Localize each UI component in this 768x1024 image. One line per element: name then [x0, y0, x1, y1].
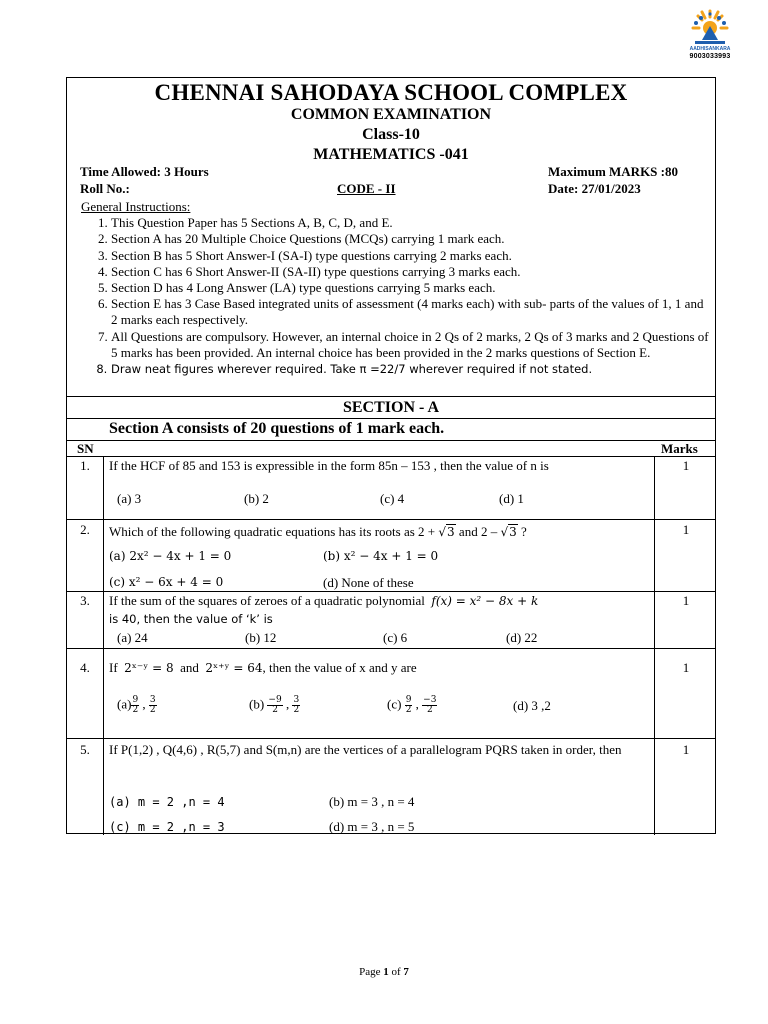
option-b: (b) $\frac{-9}{2}$ , $\frac{3}{2}$	[249, 695, 300, 715]
general-instructions	[81, 199, 713, 377]
option-d: (d) 3 ,2	[513, 698, 551, 713]
option-a: (a) 24	[117, 630, 148, 645]
logo-phone: 9003033993	[689, 53, 731, 60]
sun-logo-icon	[687, 8, 733, 52]
divider	[67, 519, 715, 520]
option-d: (d) None of these	[323, 575, 414, 590]
question-text-part: and 2 –	[455, 524, 501, 539]
exam-date: Date: 27/01/2023	[548, 181, 641, 196]
col-divider	[103, 456, 104, 835]
col-divider	[654, 456, 655, 835]
question-number: 2.	[80, 522, 90, 537]
option-b: (b) x² − 4x + 1 = 0	[323, 549, 439, 563]
option-c: (c) m = 2 ,n = 3	[109, 820, 225, 834]
question-text	[109, 524, 649, 540]
sqrt-symbol: √3	[500, 525, 517, 539]
question-number: 4.	[80, 660, 90, 675]
col-sn-header: SN	[77, 441, 94, 456]
option-a: (a) 2x² − 4x + 1 = 0	[109, 549, 232, 563]
option-a: (a) $\frac{9}{2}$ , $\frac{3}{2}$	[117, 695, 156, 715]
question-text-part: If the sum of the squares of zeroes of a quadratic polynomial	[109, 593, 425, 608]
page-number: 1	[383, 966, 389, 978]
instruction-item: 4. Section C has 6 Short Answer-II (SA-II) type questions carrying 3 marks each.	[111, 264, 713, 280]
option-a: (a) m = 2 ,n = 4	[109, 795, 225, 809]
subject-title: MATHEMATICS -041	[313, 146, 469, 163]
instruction-item: 6. Section E has 3 Case Based integrated units of assessment (4 marks each) with sub- parts of the values of 1, 1 and 2 marks each respectively.	[111, 296, 713, 328]
question-text-continued: is 40, then the value of ‘k’ is	[109, 612, 273, 626]
option-d: (d) 22	[506, 630, 538, 645]
equation-2: 2ˣ⁺ʸ = 64	[205, 661, 263, 675]
max-marks: Maximum MARKS :80	[548, 164, 678, 179]
question-text	[109, 593, 654, 609]
divider	[67, 456, 715, 457]
option-b: (b) 12	[245, 630, 277, 645]
school-logo	[680, 8, 740, 70]
divider	[67, 396, 715, 397]
instruction-item: 5. Section D has 4 Long Answer (LA) type questions carrying 5 marks each.	[111, 280, 713, 296]
equation-1: 2ˣ⁻ʸ = 8	[124, 661, 174, 675]
instruction-item: 8. Draw neat figures wherever required. Take π =22/7 wherever required if not stated.	[111, 361, 713, 377]
instruction-item: 7. All Questions are compulsory. However, an internal choice in 2 Qs of 2 marks, 2 Qs of 3 marks and 2 Questions of 5 marks has been provided. An internal choice has been provided in the 2 marks questions of Section E.	[111, 329, 713, 361]
instruction-item: 2. Section A has 20 Multiple Choice Questions (MCQs) carrying 1 mark each.	[111, 231, 713, 247]
option-c: (c) x² − 6x + 4 = 0	[109, 575, 224, 589]
instructions-list	[81, 215, 713, 377]
option-b: (b) m = 3 , n = 4	[329, 794, 415, 809]
instruction-item: 3. Section B has 5 Short Answer-I (SA-I) type questions carrying 2 marks each.	[111, 248, 713, 264]
time-allowed: Time Allowed: 3 Hours	[80, 164, 209, 179]
class-title: Class-10	[362, 126, 420, 143]
option-c: (c) 6	[383, 630, 408, 645]
page-total: 7	[403, 966, 409, 978]
option-d: (d) 1	[499, 491, 524, 506]
question-marks: 1	[682, 593, 690, 608]
question-marks: 1	[682, 522, 690, 537]
exam-frame	[66, 77, 716, 834]
question-text: If the HCF of 85 and 153 is expressible in the form 85n – 153 , then the value of n is	[109, 458, 549, 473]
question-number: 3.	[80, 593, 90, 608]
divider	[67, 591, 715, 592]
option-b: (b) 2	[244, 491, 269, 506]
section-subtitle: Section A consists of 20 questions of 1 mark each.	[109, 420, 445, 437]
question-marks: 1	[682, 742, 690, 757]
option-c: (c) $\frac{9}{2}$ , $\frac{-3}{2}$	[387, 695, 437, 715]
question-text-part: Which of the following quadratic equations has its roots as 2 +	[109, 524, 439, 539]
paper-code: CODE - II	[337, 181, 396, 196]
question-text-part: ?	[517, 524, 527, 539]
divider	[67, 418, 715, 419]
question-marks: 1	[682, 458, 690, 473]
option-c: (c) 4	[380, 491, 405, 506]
question-text: If P(1,2) , Q(4,6) , R(5,7) and S(m,n) are the vertices of a parallelogram PQRS taken in order, then	[109, 742, 622, 757]
sqrt-symbol: √3	[438, 525, 455, 539]
question-text: If 2ˣ⁻ʸ = 8 and 2ˣ⁺ʸ = 64, then the value of x and y are	[109, 660, 417, 675]
col-marks-header: Marks	[661, 441, 698, 456]
option-d: (d) m = 3 , n = 5	[329, 819, 415, 834]
page-footer: Page 1 of 7	[359, 966, 409, 978]
option-a: (a) 3	[117, 491, 142, 506]
logo-brand-text: AADHISANKARA	[689, 46, 731, 52]
question-marks: 1	[682, 660, 690, 675]
section-title: SECTION - A	[342, 399, 440, 416]
divider	[67, 440, 715, 441]
polynomial-expression: f(x) = x² − 8x + k	[431, 594, 539, 608]
question-number: 5.	[80, 742, 90, 757]
school-title: CHENNAI SAHODAYA SCHOOL COMPLEX	[154, 80, 628, 105]
instruction-item: 1. This Question Paper has 5 Sections A, B, C, D, and E.	[111, 215, 713, 231]
roll-no: Roll No.:	[80, 181, 130, 196]
divider	[67, 738, 715, 739]
exam-title: COMMON EXAMINATION	[290, 106, 492, 123]
divider	[67, 648, 715, 649]
instructions-heading: General Instructions:	[81, 199, 191, 214]
question-number: 1.	[80, 458, 90, 473]
